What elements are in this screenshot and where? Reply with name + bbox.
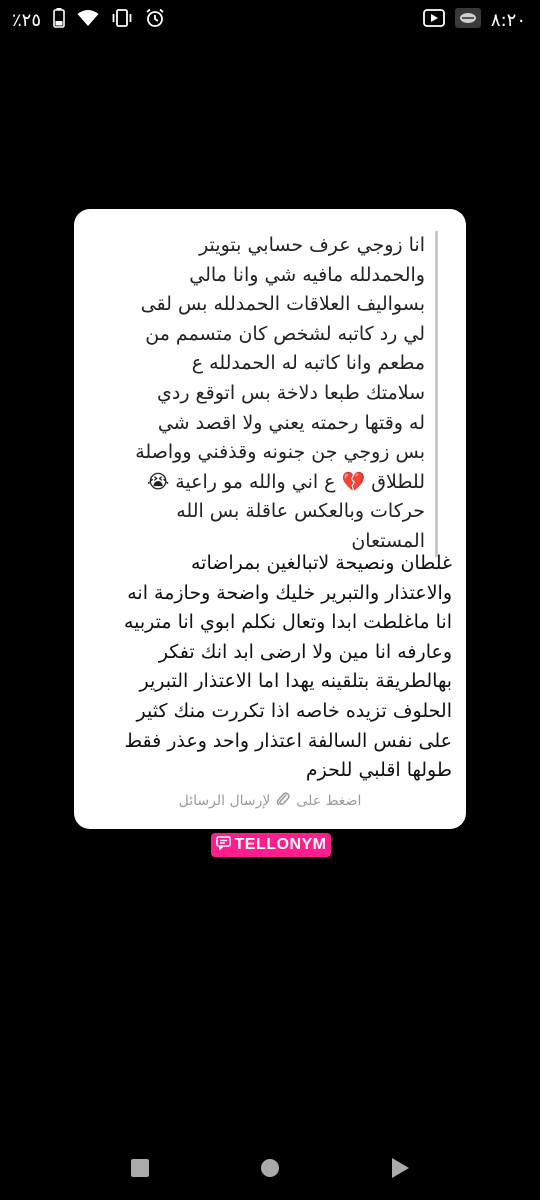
reply-line: وعارفه انا مين ولا ارضى ابد انك تفكر bbox=[158, 640, 452, 663]
screen-record-icon bbox=[423, 9, 445, 31]
reply-line: بهالطريقة بتلقينه يهدا اما الاعتذار التبرير bbox=[139, 670, 452, 693]
send-message-footer[interactable] bbox=[74, 773, 466, 829]
quote-line: انا زوجي عرف حسابي بتويتر bbox=[199, 234, 425, 256]
footer-suffix: لإرسال الرسائل bbox=[178, 793, 271, 809]
reply-line: غلطان ونصيحة لاتبالغين بمراضاته bbox=[190, 552, 452, 574]
back-button[interactable] bbox=[380, 1150, 420, 1190]
home-icon bbox=[260, 1158, 280, 1182]
quote-line: حركات وبالعكس عاقلة بس الله bbox=[176, 500, 425, 523]
quote-line: بس زوجي جن جنونه وقذفني وواصلة bbox=[135, 441, 425, 464]
vibrate-icon bbox=[111, 8, 133, 32]
status-left bbox=[12, 8, 165, 32]
quote-line: مطعم وانا كاتبه له الحمدلله ع bbox=[191, 352, 425, 375]
wifi-icon bbox=[77, 9, 99, 31]
navigation-bar bbox=[0, 1140, 540, 1200]
status-bar bbox=[0, 0, 540, 36]
reply-line: على نفس السالفة اعتذار واحد وعذر فقط bbox=[124, 729, 452, 752]
quote-line: لي رد كاتبه لشخص كان متسمم من bbox=[145, 322, 425, 345]
reply-line: والاعتذار والتبرير خليك واضحة وحازمة انه bbox=[127, 581, 452, 604]
battery-percentage: ٪٢٥ bbox=[12, 9, 42, 31]
tellonym-bubble-icon bbox=[216, 836, 231, 855]
question-quote bbox=[107, 231, 438, 557]
paperclip-icon bbox=[276, 791, 290, 811]
notification-app-icon bbox=[455, 8, 481, 32]
quote-line: للطلاق 💔 ع اني والله مو راعية 😭 bbox=[146, 470, 425, 493]
tellonym-logo bbox=[211, 833, 331, 857]
clock: ٨:٢٠ bbox=[490, 9, 526, 31]
reply-line: الحلوف تزيده خاصه اذا تكررت منك كثير bbox=[136, 699, 452, 722]
recents-icon bbox=[130, 1158, 150, 1182]
quote-line: سلامتك طبعا دلاخة بس اتوقع ردي bbox=[156, 381, 425, 404]
home-button[interactable] bbox=[250, 1150, 290, 1190]
back-icon bbox=[390, 1157, 410, 1183]
reply-line: انا ماغلطت ابدا وتعال نكلم ابوي انا متربيه bbox=[123, 611, 452, 634]
battery-icon bbox=[53, 8, 65, 32]
recents-button[interactable] bbox=[120, 1150, 160, 1190]
answer-text bbox=[84, 549, 452, 786]
tellonym-card bbox=[74, 209, 466, 829]
status-right bbox=[423, 8, 526, 32]
quote-line: المستعان bbox=[351, 529, 425, 552]
reply-line: طولها اقلبي للحزم bbox=[305, 759, 452, 782]
brand-name: TELLONYM bbox=[234, 836, 327, 853]
alarm-icon bbox=[145, 8, 165, 32]
quote-line: له وقتها رحمته يعني ولا اقصد شي bbox=[157, 411, 425, 434]
footer-prefix: اضغط على bbox=[296, 793, 362, 809]
quote-line: والحمدلله مافيه شي وانا مالي bbox=[189, 263, 425, 286]
quote-line: بسواليف العلاقات الحمدلله بس لقى bbox=[140, 293, 425, 316]
